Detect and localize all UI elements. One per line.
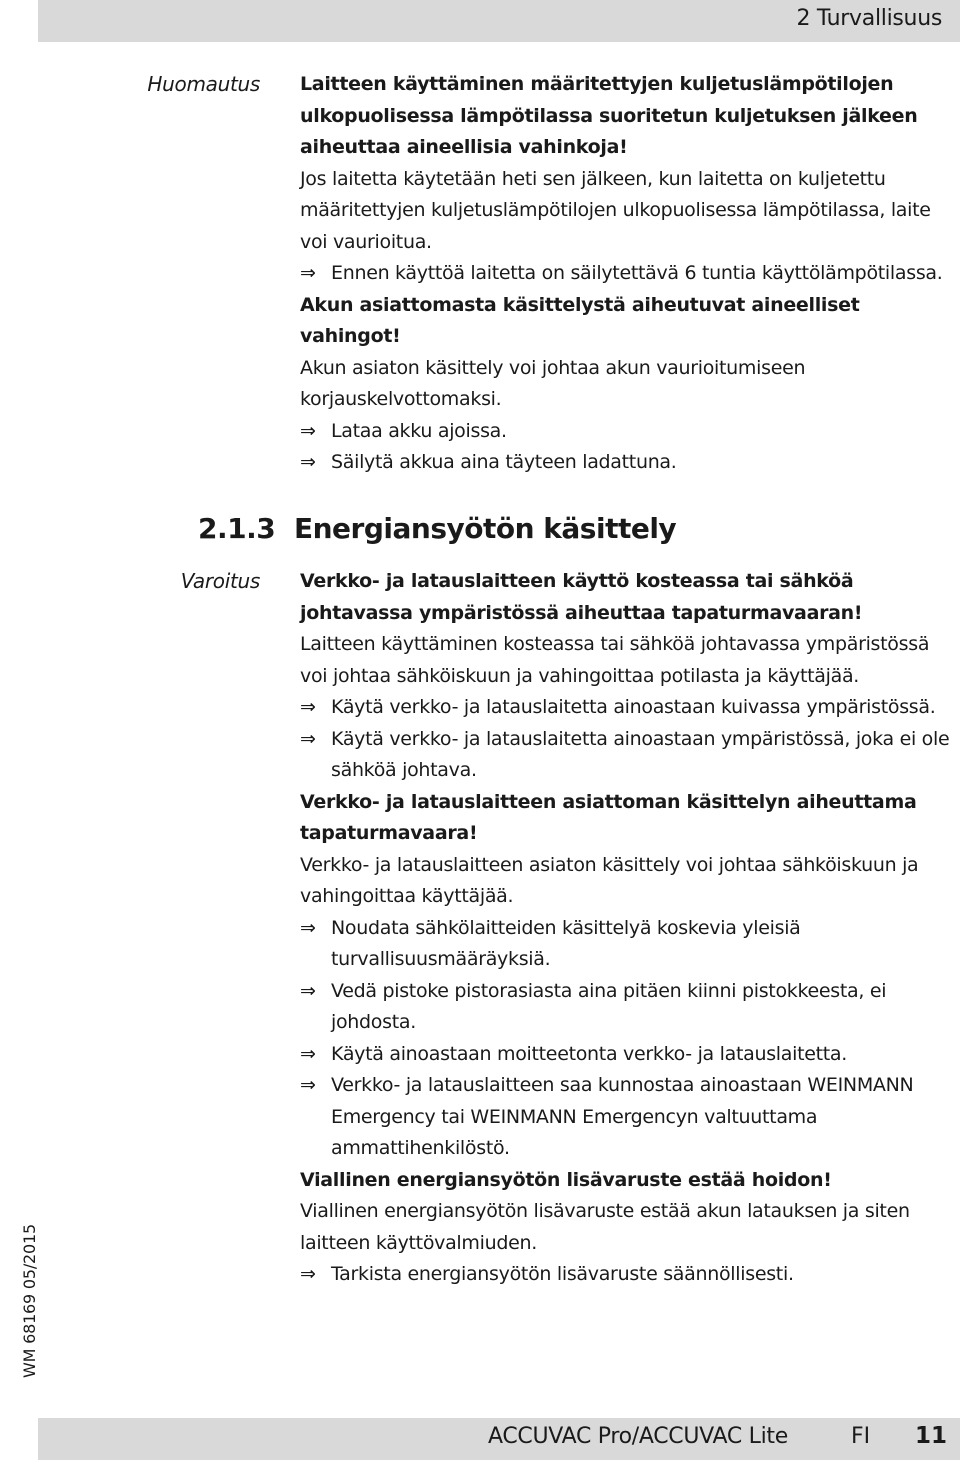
instruction-text: Käytä verkko- ja latauslaitetta ainoastaan kuivassa ympäristössä. <box>331 696 936 718</box>
instruction-step <box>300 416 950 448</box>
arrow-right-icon: ⇒ <box>300 696 316 718</box>
hazard-heading: Verkko- ja latauslaitteen asiattoman käsittelyn aiheuttama tapaturmavaara! <box>300 790 917 844</box>
instruction-step <box>300 692 950 724</box>
footer-bar <box>38 1418 960 1460</box>
warning-block <box>300 566 950 1291</box>
hazard-description: Akun asiaton käsittely voi johtaa akun vaurioitumiseen korjauskelvottomaksi. <box>300 356 806 410</box>
notice-label: Huomautus <box>147 72 260 96</box>
arrow-right-icon: ⇒ <box>300 451 316 473</box>
hazard-heading: Viallinen energiansyötön lisävaruste estää hoidon! <box>300 1168 832 1191</box>
arrow-right-icon: ⇒ <box>300 1074 316 1096</box>
notice-block <box>300 69 950 479</box>
instruction-text: Käytä ainoastaan moitteetonta verkko- ja latauslaitetta. <box>331 1042 848 1065</box>
arrow-right-icon: ⇒ <box>300 727 316 750</box>
arrow-right-icon: ⇒ <box>300 419 316 442</box>
instruction-text: Noudata sähkölaitteiden käsittelyä koskevia yleisiä turvallisuusmääräyksiä. <box>331 916 801 970</box>
section-number: 2.1.3 <box>198 512 276 545</box>
page-number: 11 <box>915 1423 948 1449</box>
arrow-right-icon: ⇒ <box>300 262 316 284</box>
hazard-heading: Verkko- ja latauslaitteen käyttö kosteassa tai sähköä johtavassa ympäristössä aiheuttaa tapaturmavaaran! <box>300 570 863 624</box>
chapter-title: 2 Turvallisuus <box>796 6 942 31</box>
instruction-step <box>300 1070 950 1165</box>
document-code: WM 68169 05/2015 <box>20 1224 39 1378</box>
instruction-step <box>300 724 950 787</box>
arrow-right-icon: ⇒ <box>300 1263 316 1285</box>
arrow-right-icon: ⇒ <box>300 1042 316 1065</box>
instruction-text: Tarkista energiansyötön lisävaruste säännöllisesti. <box>331 1263 794 1285</box>
footer-product-name: ACCUVAC Pro/ACCUVAC Lite <box>488 1424 788 1449</box>
instruction-text: Vedä pistoke pistorasiasta aina pitäen kiinni pistokkeesta, ei johdosta. <box>331 979 887 1033</box>
instruction-text: Ennen käyttöä laitetta on säilytettävä 6 tuntia käyttölämpötilassa. <box>331 262 943 284</box>
header-bar <box>38 0 960 42</box>
instruction-text: Lataa akku ajoissa. <box>331 419 507 442</box>
warning-label: Varoitus <box>180 569 260 593</box>
hazard-heading: Laitteen käyttäminen määritettyjen kuljetuslämpötilojen ulkopuolisessa lämpötilassa suoritetun kuljetuksen jälkeen aiheuttaa aineellisia vahinkoja! <box>300 73 918 158</box>
hazard-description: Verkko- ja latauslaitteen asiaton käsittely voi johtaa sähköiskuun ja vahingoittaa käyttäjää. <box>300 853 919 907</box>
footer-language: FI <box>851 1424 871 1449</box>
instruction-text: Verkko- ja latauslaitteen saa kunnostaa ainoastaan WEINMANN Emergency tai WEINMANN Emergencyn valtuuttama ammattihenkilöstö. <box>331 1074 914 1159</box>
hazard-heading: Akun asiattomasta käsittelystä aiheutuvat aineelliset vahingot! <box>300 293 860 347</box>
instruction-text: Säilytä akkua aina täyteen ladattuna. <box>331 451 677 473</box>
hazard-description: Laitteen käyttäminen kosteassa tai sähköä johtavassa ympäristössä voi johtaa sähköiskuun ja vahingoittaa potilasta ja käyttäjää. <box>300 633 930 687</box>
arrow-right-icon: ⇒ <box>300 916 316 939</box>
instruction-step <box>300 913 950 976</box>
instruction-step <box>300 976 950 1039</box>
hazard-description: Jos laitetta käytetään heti sen jälkeen, kun laitetta on kuljetettu määritettyjen kuljetuslämpötilojen ulkopuolisessa lämpötilassa, laite voi vaurioitua. <box>300 167 931 253</box>
arrow-right-icon: ⇒ <box>300 979 316 1002</box>
instruction-step <box>300 447 950 479</box>
hazard-description: Viallinen energiansyötön lisävaruste estää akun latauksen ja siten laitteen käyttövalmiuden. <box>300 1200 910 1254</box>
instruction-step <box>300 1039 950 1071</box>
instruction-step <box>300 258 950 290</box>
instruction-step <box>300 1259 950 1291</box>
instruction-text: Käytä verkko- ja latauslaitetta ainoastaan ympäristössä, joka ei ole sähköä johtava. <box>331 727 950 781</box>
section-title: Energiansyötön käsittely <box>294 512 677 545</box>
